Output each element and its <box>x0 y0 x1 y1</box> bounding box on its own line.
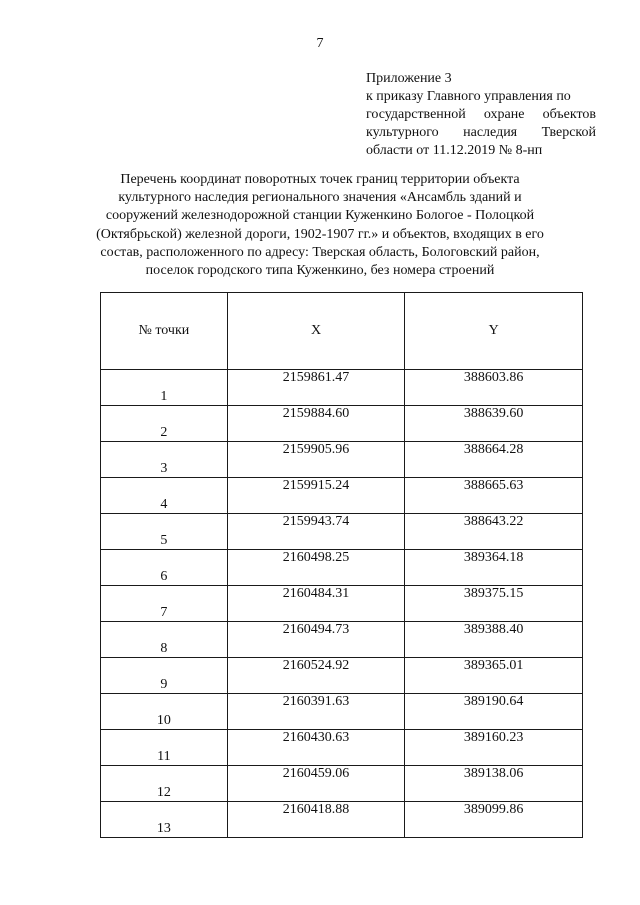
table-row <box>101 514 583 550</box>
title-line: поселок городского типа Куженкино, без номера строений <box>145 263 495 279</box>
appendix-line: государственной охране объектов <box>366 107 596 122</box>
table-row <box>101 478 583 514</box>
x-cell: 2159905.96 <box>227 442 405 478</box>
appendix-block <box>366 70 596 160</box>
y-cell: 388643.22 <box>405 514 583 550</box>
point-number-cell: 1 <box>101 370 228 406</box>
point-number-cell: 9 <box>101 658 228 694</box>
table-row <box>101 406 583 442</box>
table-row <box>101 658 583 694</box>
table-row <box>101 730 583 766</box>
y-cell: 389365.01 <box>405 658 583 694</box>
point-number-cell: 6 <box>101 550 228 586</box>
title-line: (Октябрьской) железной дороги, 1902-1907 гг.» и объектов, входящих в его <box>96 226 544 242</box>
point-number-cell: 10 <box>101 694 228 730</box>
table-row <box>101 442 583 478</box>
title-line: состав, расположенного по адресу: Тверская область, Бологовский район, <box>100 244 540 260</box>
point-number-cell: 5 <box>101 514 228 550</box>
table-row <box>101 694 583 730</box>
x-cell: 2160430.63 <box>227 730 405 766</box>
y-cell: 388603.86 <box>405 370 583 406</box>
header-point-number: № точки <box>101 293 228 370</box>
y-cell: 388639.60 <box>405 406 583 442</box>
title-line: сооружений железнодорожной станции Куженкино Бологое - Полоцкой <box>105 208 535 224</box>
title-line: культурного наследия регионального значения «Ансамбль зданий и <box>118 190 522 206</box>
y-cell: 389388.40 <box>405 622 583 658</box>
table-row <box>101 622 583 658</box>
x-cell: 2160498.25 <box>227 550 405 586</box>
x-cell: 2160484.31 <box>227 586 405 622</box>
page-number: 7 <box>316 36 324 51</box>
y-cell: 389099.86 <box>405 802 583 838</box>
y-cell: 388664.28 <box>405 442 583 478</box>
x-cell: 2159884.60 <box>227 406 405 442</box>
x-cell: 2160524.92 <box>227 658 405 694</box>
title-line: Перечень координат поворотных точек границ территории объекта <box>120 172 520 187</box>
table-row <box>101 550 583 586</box>
y-cell: 389138.06 <box>405 766 583 802</box>
table-row <box>101 766 583 802</box>
appendix-line: Приложение 3 <box>366 71 452 86</box>
x-cell: 2160391.63 <box>227 694 405 730</box>
table-row <box>101 370 583 406</box>
x-cell: 2160418.88 <box>227 802 405 838</box>
x-cell: 2159943.74 <box>227 514 405 550</box>
point-number-cell: 4 <box>101 478 228 514</box>
y-cell: 388665.63 <box>405 478 583 514</box>
x-cell: 2159915.24 <box>227 478 405 514</box>
point-number-cell: 2 <box>101 406 228 442</box>
appendix-line: культурного наследия Тверской <box>366 125 596 140</box>
point-number-cell: 8 <box>101 622 228 658</box>
table-row <box>101 586 583 622</box>
point-number-cell: 7 <box>101 586 228 622</box>
point-number-cell: 12 <box>101 766 228 802</box>
header-x: X <box>227 293 405 370</box>
x-cell: 2160494.73 <box>227 622 405 658</box>
appendix-line: к приказу Главного управления по <box>366 89 571 104</box>
x-cell: 2160459.06 <box>227 766 405 802</box>
point-number-cell: 13 <box>101 802 228 838</box>
header-y: Y <box>405 293 583 370</box>
point-number-cell: 3 <box>101 442 228 478</box>
table-header-row <box>101 293 583 370</box>
y-cell: 389375.15 <box>405 586 583 622</box>
x-cell: 2159861.47 <box>227 370 405 406</box>
point-number-cell: 11 <box>101 730 228 766</box>
y-cell: 389190.64 <box>405 694 583 730</box>
coordinates-table <box>100 292 583 838</box>
document-title <box>80 171 560 280</box>
appendix-line: области от 11.12.2019 № 8-нп <box>366 143 543 158</box>
y-cell: 389160.23 <box>405 730 583 766</box>
y-cell: 389364.18 <box>405 550 583 586</box>
table-row <box>101 802 583 838</box>
